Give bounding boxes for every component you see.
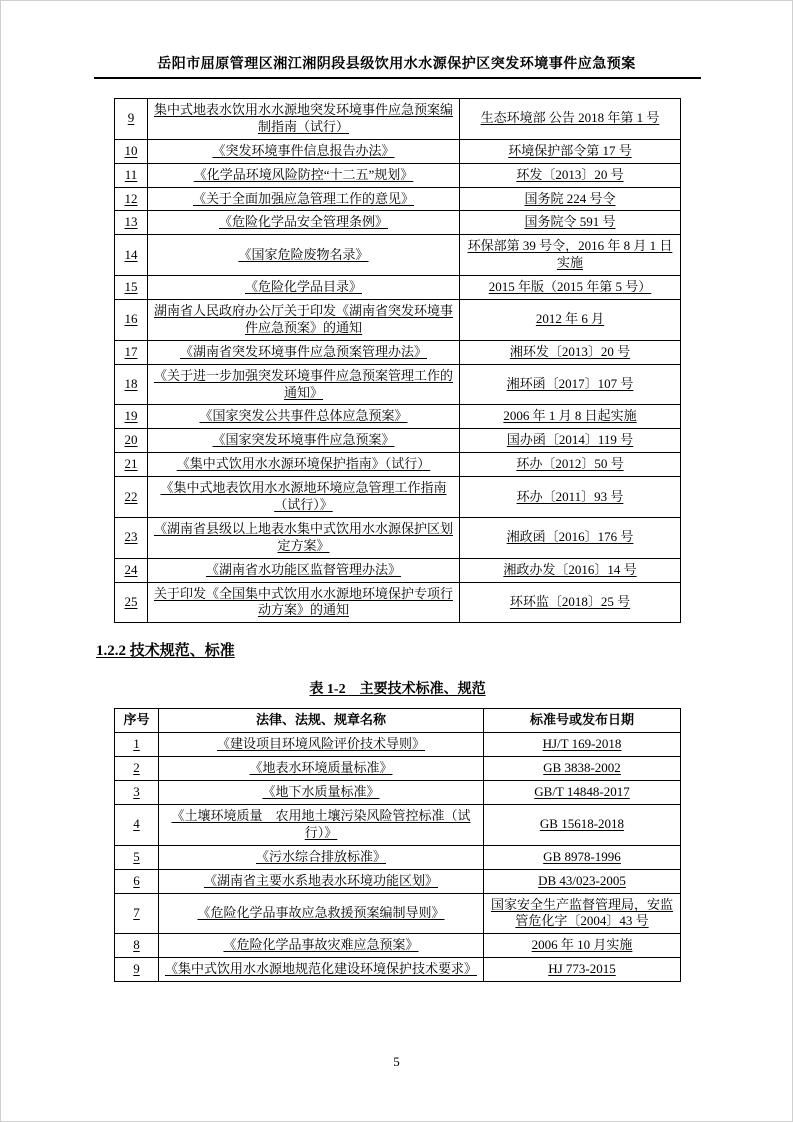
table-cell-text: 《湖南省县级以上地表水集中式饮用水水源保护区划定方案》 [153, 520, 453, 553]
table-cell [460, 582, 681, 623]
table-row [115, 934, 681, 958]
table-cell-text: 《湖南省主要水系地表水环境功能区划》 [203, 872, 438, 888]
column-header-number: 标准号或发布日期 [484, 709, 681, 733]
table-cell [484, 757, 681, 781]
table-cell [148, 453, 460, 477]
table-cell-text: 《集中式饮用水水源地规范化建设环境保护技术要求》 [164, 961, 477, 977]
table-cell [148, 99, 460, 140]
table-cell-text: GB/T 14848-2017 [534, 784, 630, 800]
table-cell-text: 《化学品环境风险防控“十二五”规划》 [193, 166, 414, 182]
table-cell-text: 23 [124, 529, 138, 545]
table-cell [460, 453, 681, 477]
table-cell-text: 10 [124, 142, 138, 158]
table-cell-text: 20 [124, 432, 138, 448]
table-cell-text: 《湖南省水功能区监督管理办法》 [205, 561, 401, 577]
table-cell-text: 《突发环境事件信息报告办法》 [212, 142, 395, 158]
standards-table [114, 708, 681, 982]
table-cell [159, 845, 484, 869]
table-cell-text: 5 [133, 848, 140, 864]
table-cell-text: 1 [133, 736, 140, 752]
table-cell [159, 958, 484, 982]
table-cell [115, 958, 159, 982]
table-cell [484, 893, 681, 934]
table-row [115, 235, 681, 276]
table-cell-text: 9 [127, 110, 135, 126]
regulations-table [114, 98, 681, 623]
table-cell [460, 276, 681, 300]
table-cell-text: 11 [124, 166, 138, 182]
table-cell [484, 869, 681, 893]
table-cell-text: 《国家危险废物名录》 [238, 246, 369, 262]
table-cell [484, 733, 681, 757]
table-row [115, 558, 681, 582]
table-cell [159, 869, 484, 893]
table-cell-text: 《国家突发环境事件应急预案》 [212, 432, 395, 448]
table-caption-text: 表 1-2 主要技术标准、规范 [309, 682, 486, 698]
table-cell-text: 国务院令 591 号 [524, 214, 616, 230]
table-cell [148, 300, 460, 341]
section-heading [96, 639, 681, 660]
table-cell [148, 364, 460, 405]
table-cell [115, 405, 148, 429]
table-cell-text: 国家安全生产监督管理局，安监管危化字〔2004〕43 号 [490, 896, 673, 929]
header-rule-line [94, 77, 701, 79]
table-cell [115, 934, 159, 958]
table-row [115, 958, 681, 982]
table-row [115, 517, 681, 558]
table-row [115, 781, 681, 805]
table-cell [460, 340, 681, 364]
table-cell [115, 187, 148, 211]
table-cell [159, 893, 484, 934]
table-cell-text: 环境保护部令第 17 号 [508, 142, 632, 158]
table-cell-text: 2012 年 6 月 [535, 311, 605, 327]
table-cell [115, 733, 159, 757]
table-cell [115, 429, 148, 453]
table-cell [159, 781, 484, 805]
table-cell [148, 340, 460, 364]
table-cell-text: GB 8978-1996 [543, 848, 621, 864]
table-row [115, 477, 681, 518]
table-cell-text: 环办〔2011〕93 号 [516, 488, 624, 504]
table-cell [148, 517, 460, 558]
table-row [115, 276, 681, 300]
page-number: 5 [393, 1054, 400, 1069]
table-cell-text: 15 [124, 279, 138, 295]
table-cell-text: 24 [124, 561, 138, 577]
table-cell [460, 405, 681, 429]
table-cell [148, 211, 460, 235]
table-cell-text: 16 [124, 311, 138, 327]
table-cell-text: 《集中式饮用水水源环境保护指南》（试行） [176, 456, 431, 472]
table-cell [115, 276, 148, 300]
table-cell [115, 300, 148, 341]
table-cell [115, 757, 159, 781]
table-row [115, 453, 681, 477]
table-cell [115, 582, 148, 623]
table-cell [148, 405, 460, 429]
table-cell [148, 429, 460, 453]
table-cell [484, 781, 681, 805]
table-cell [115, 139, 148, 163]
table-row [115, 869, 681, 893]
table-cell-text: 22 [124, 488, 138, 504]
table-row [115, 893, 681, 934]
table-cell-text: 14 [124, 246, 138, 262]
table-cell-text: 4 [133, 816, 140, 832]
table-cell [115, 99, 148, 140]
table-cell [115, 364, 148, 405]
table-cell-text: 8 [133, 937, 140, 953]
table-cell-text: 《土壤环境质量 农用地土壤污染风险管控标准（试行）》 [171, 807, 471, 840]
table-cell-text: 集中式地表水饮用水水源地突发环境事件应急预案编制指南（试行） [153, 102, 453, 134]
table-cell [460, 429, 681, 453]
page-content [96, 98, 681, 982]
table-cell-text: 6 [133, 872, 140, 888]
table-cell [115, 893, 159, 934]
table-cell-text: 《地下水质量标准》 [262, 784, 380, 800]
table-cell [115, 558, 148, 582]
table-cell [115, 804, 159, 845]
table-cell-text: 12 [124, 190, 138, 206]
table-cell-text: DB 43/023-2005 [538, 872, 626, 888]
table-row [115, 733, 681, 757]
table-cell-text: 关于印发《全国集中式饮用水水源地环境保护专项行动方案》的通知 [153, 585, 453, 618]
standards-table-header-row [115, 709, 681, 733]
table-cell-text: 25 [124, 594, 138, 610]
table-cell-text: 《危险化学品事故灾难应急预案》 [223, 937, 419, 953]
table-cell [484, 845, 681, 869]
table-cell-text: 18 [124, 376, 138, 392]
table-cell-text: 湘政函〔2016〕176 号 [506, 529, 634, 545]
table-cell-text: 湘政办发〔2016〕14 号 [503, 561, 637, 577]
table-cell-text: 《地表水环境质量标准》 [249, 760, 393, 776]
standards-table-body [115, 733, 681, 982]
table-cell [460, 300, 681, 341]
table-cell [460, 477, 681, 518]
table-row [115, 139, 681, 163]
table-row [115, 845, 681, 869]
table-cell [115, 869, 159, 893]
table-cell-text: 《污水综合排放标准》 [255, 848, 386, 864]
table-cell [159, 757, 484, 781]
table-row [115, 429, 681, 453]
table-cell-text: GB 15618-2018 [539, 816, 625, 832]
table-cell-text: 国办函〔2014〕119 号 [506, 432, 634, 448]
table-cell [460, 235, 681, 276]
table-cell-text: GB 3838-2002 [543, 760, 621, 776]
table-cell-text: 21 [124, 456, 138, 472]
section-heading-text: 1.2.2 技术规范、标准 [96, 643, 235, 660]
table-cell [484, 804, 681, 845]
table-cell [115, 340, 148, 364]
table-cell-text: 《建设项目环境风险评价技术导则》 [216, 736, 425, 752]
table-cell-text: 《关于全面加强应急管理工作的意见》 [192, 190, 414, 206]
table-cell-text: 《危险化学品事故应急救援预案编制导则》 [197, 904, 445, 920]
table-cell-text: 环发〔2013〕20 号 [516, 166, 624, 182]
table-cell [159, 804, 484, 845]
table-cell [115, 453, 148, 477]
table-cell-text: 13 [124, 214, 138, 230]
table-cell-text: 2006 年 10 月实施 [531, 937, 633, 953]
table-cell-text: HJ/T 169-2018 [542, 736, 622, 752]
table-cell-text: 湖南省人民政府办公厅关于印发《湖南省突发环境事件应急预案》的通知 [153, 303, 453, 335]
table-cell-text: 2 [133, 760, 140, 776]
table-cell-text: 《危险化学品目录》 [244, 279, 362, 295]
table-cell [148, 187, 460, 211]
table-cell [460, 187, 681, 211]
table-cell-text: 《国家突发公共事件总体应急预案》 [199, 408, 408, 424]
table-cell [115, 163, 148, 187]
table-cell-text: 2006 年 1 月 8 日起实施 [503, 408, 637, 424]
table-cell [115, 845, 159, 869]
table-row [115, 405, 681, 429]
table-cell [484, 958, 681, 982]
table-cell [148, 582, 460, 623]
table-cell [148, 477, 460, 518]
table-cell-text: 《集中式地表饮用水水源地环境应急管理工作指南（试行）》 [160, 480, 447, 513]
table-cell [159, 733, 484, 757]
table-caption [114, 678, 681, 698]
table-cell [148, 139, 460, 163]
table-cell [460, 364, 681, 405]
table-cell [484, 934, 681, 958]
table-cell [460, 558, 681, 582]
table-cell-text: 环环监〔2018〕25 号 [509, 594, 631, 610]
table-row [115, 99, 681, 140]
table-cell-text: 2015 年版（2015 年第 5 号） [488, 279, 652, 295]
table-cell [460, 517, 681, 558]
table-cell [148, 558, 460, 582]
table-cell [148, 276, 460, 300]
table-cell-text: 国务院 224 号令 [524, 190, 616, 206]
table-row [115, 211, 681, 235]
table-cell [115, 517, 148, 558]
table-cell-text: 湘环函〔2017〕107 号 [506, 376, 634, 392]
table-cell-text: HJ 773-2015 [548, 961, 616, 977]
table-cell [460, 99, 681, 140]
table-row [115, 300, 681, 341]
table-cell-text: 7 [133, 904, 140, 920]
table-row [115, 804, 681, 845]
column-header-index: 序号 [115, 709, 159, 733]
table-cell [148, 163, 460, 187]
table-cell [148, 235, 460, 276]
table-cell-text: 环办〔2012〕50 号 [516, 456, 624, 472]
table-cell [115, 235, 148, 276]
table-cell-text: 19 [124, 408, 138, 424]
table-cell [460, 139, 681, 163]
table-cell [159, 934, 484, 958]
table-row [115, 163, 681, 187]
table-cell-text: 生态环境部 公告 2018 年第 1 号 [480, 110, 660, 126]
table-cell-text: 17 [124, 343, 138, 359]
table-cell [115, 781, 159, 805]
table-cell [115, 477, 148, 518]
table-row [115, 364, 681, 405]
table-cell-text: 3 [133, 784, 140, 800]
table-cell-text: 《湖南省突发环境事件应急预案管理办法》 [179, 343, 427, 359]
table-row [115, 340, 681, 364]
table-cell [115, 211, 148, 235]
regulations-table-body [115, 99, 681, 623]
table-cell [460, 211, 681, 235]
document-header-title: 岳阳市屈原管理区湘江湘阴段县级饮用水水源保护区突发环境事件应急预案 [157, 57, 636, 72]
table-cell-text: 《关于进一步加强突发环境事件应急预案管理工作的通知》 [153, 367, 453, 400]
table-cell-text: 湘环发〔2013〕20 号 [509, 343, 631, 359]
table-cell-text: 《危险化学品安全管理条例》 [218, 214, 388, 230]
table-cell [460, 163, 681, 187]
table-row [115, 187, 681, 211]
table-row [115, 582, 681, 623]
table-cell-text: 环保部第 39 号令，2016 年 8 月 1 日实施 [467, 238, 673, 271]
column-header-name: 法律、法规、规章名称 [159, 709, 484, 733]
table-row [115, 757, 681, 781]
table-cell-text: 9 [133, 961, 140, 977]
